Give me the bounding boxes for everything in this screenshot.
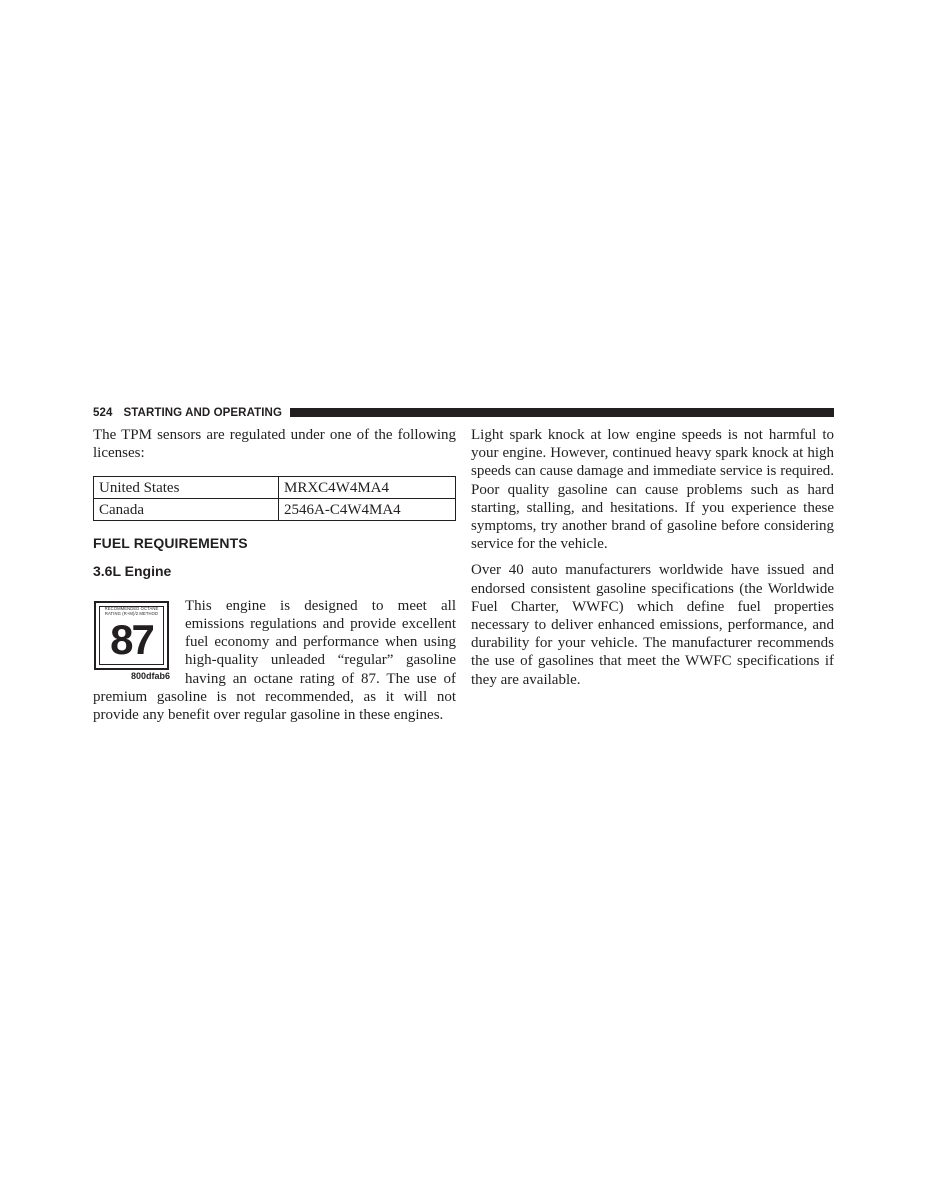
- license-country: Canada: [94, 499, 279, 521]
- table-row: [94, 499, 456, 521]
- section-title: STARTING AND OPERATING: [123, 406, 283, 419]
- left-column: [93, 426, 456, 724]
- right-column: [471, 426, 834, 689]
- running-header: [93, 406, 834, 419]
- spark-knock-paragraph: Light spark knock at low engine speeds is not harmful to your engine. However, continued heavy spark knock at high speeds can cause damage and immediate service is required. Poor quality gasoline can cause problems such as hard starting, stalling, and hesitations. If you experience these symptoms, try another brand of gasoline before considering service for the vehicle.: [471, 427, 834, 553]
- figure-code: 800dfab6: [130, 670, 170, 681]
- license-table: [93, 476, 456, 521]
- tpm-intro: The TPM sensors are regulated under one of the following licenses:: [93, 427, 456, 462]
- wwfc-paragraph: Over 40 auto manufacturers worldwide have issued and endorsed consistent gasoline specifications (the Worldwide Fuel Charter, WWFC) which define fuel properties necessary to deliver enhanced emissions, performance, and durability for your vehicle. The manufacturer recommends the use of gasolines that meet the WWFC specifications if they are available.: [471, 562, 834, 688]
- octane-rating-number: 87: [110, 615, 153, 663]
- page-number: 524: [93, 406, 113, 419]
- fuel-paragraph: This engine is designed to meet all emissions regulations and provide excellent fuel economy and performance when using high-quality unleaded “regular” gasoline having an octane rating of 87. The use of premium gasoline is not recommended, as it will not provide any benefit over regular gasoline in these engines.: [93, 597, 456, 724]
- octane-label-title: RECOMMENDED OCTANE RATING (R+M)/2 METHOD: [104, 605, 159, 616]
- header-rule: [290, 408, 834, 417]
- license-country: United States: [94, 477, 279, 499]
- octane-label-box: [94, 601, 169, 670]
- license-code: MRXC4W4MA4: [279, 477, 456, 499]
- fuel-requirements-heading: FUEL REQUIREMENTS: [93, 535, 248, 552]
- engine-heading: 3.6L Engine: [93, 562, 172, 579]
- table-row: [94, 477, 456, 499]
- octane-rating-label: [94, 601, 174, 682]
- license-code: 2546A-C4W4MA4: [279, 499, 456, 521]
